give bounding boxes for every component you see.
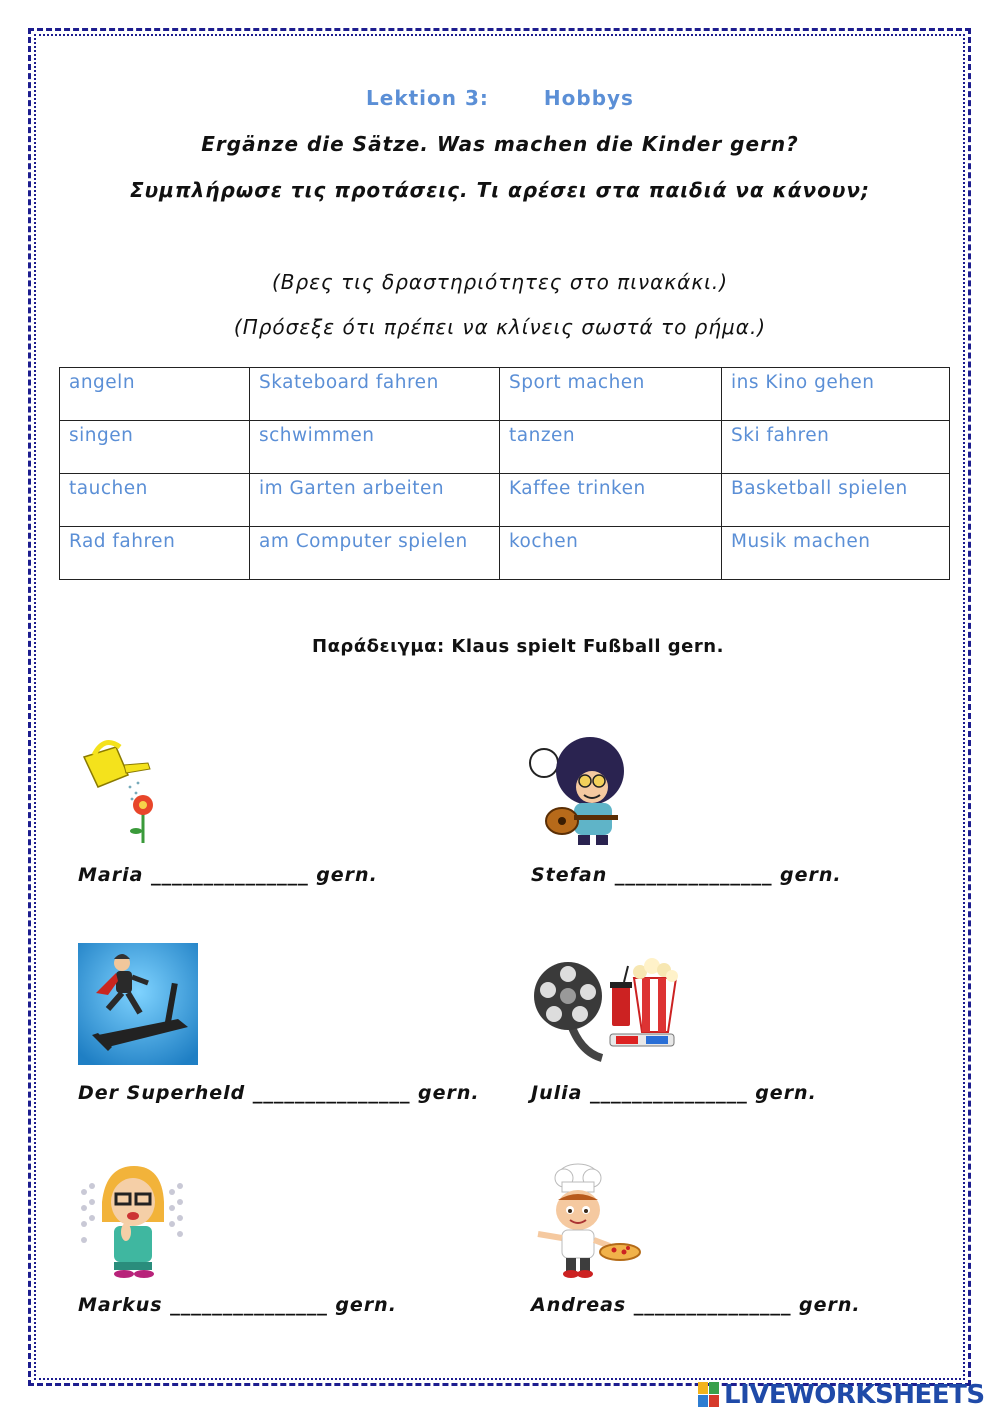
- exercise-name: Markus: [78, 1294, 163, 1316]
- answer-blank[interactable]: _______________: [633, 1294, 792, 1316]
- exercise-markus: [78, 1294, 397, 1316]
- exercise-name: Andreas: [531, 1294, 627, 1316]
- exercise-name: Der Superheld: [78, 1082, 246, 1104]
- exercise-name: Julia: [531, 1082, 583, 1104]
- exercise-ending: gern.: [418, 1082, 480, 1104]
- exercise-ending: gern.: [798, 1294, 861, 1316]
- table-row: [60, 368, 950, 421]
- instruction-greek: Συμπλήρωσε τις προτάσεις. Τι αρέσει στα παιδιά να κάνουν;: [129, 178, 871, 202]
- exercise-andreas: [531, 1294, 861, 1316]
- table-cell: Skateboard fahren: [250, 368, 500, 421]
- table-cell: Kaffee trinken: [500, 474, 722, 527]
- exercise-ending: gern.: [780, 864, 842, 886]
- table-cell: tanzen: [500, 421, 722, 474]
- hint-conjugate-verb: (Πρόσεξε ότι πρέπει να κλίνεις σωστά το ρήμα.): [233, 315, 767, 339]
- chef-boy-pizza-icon: [528, 1160, 642, 1280]
- table-row: [60, 421, 950, 474]
- exercise-superheld: [78, 1082, 480, 1104]
- table-cell: ins Kino gehen: [722, 368, 950, 421]
- worksheet-title: [0, 86, 1000, 110]
- exercise-maria: [78, 864, 378, 886]
- exercise-ending: gern.: [335, 1294, 397, 1316]
- table-cell: Basketball spielen: [722, 474, 950, 527]
- topic-label: Hobbys: [543, 86, 634, 110]
- liveworksheets-logo: [698, 1378, 985, 1412]
- activities-table: [59, 367, 950, 580]
- exercise-ending: gern.: [316, 864, 378, 886]
- exercise-julia: [531, 1082, 817, 1104]
- watering-can-flower-icon: [76, 735, 166, 845]
- table-cell: kochen: [500, 527, 722, 580]
- exercise-name: Stefan: [531, 864, 608, 886]
- guitar-boy-icon: [528, 735, 632, 847]
- lesson-label: Lektion 3:: [366, 86, 489, 110]
- answer-blank[interactable]: _______________: [590, 1082, 748, 1104]
- exercise-name: Maria: [78, 864, 144, 886]
- hint-find-activities: (Βρες τις δραστηριότητες στο πινακάκι.): [271, 270, 729, 294]
- answer-blank[interactable]: _______________: [252, 1082, 411, 1104]
- example-sentence: Παράδειγμα: Klaus spielt Fußball gern.: [312, 636, 724, 657]
- table-cell: im Garten arbeiten: [250, 474, 500, 527]
- table-cell: Musik machen: [722, 527, 950, 580]
- table-cell: Sport machen: [500, 368, 722, 421]
- singing-girl-icon: [76, 1162, 188, 1278]
- table-row: [60, 474, 950, 527]
- table-row: [60, 527, 950, 580]
- logo-badge-icon: [698, 1382, 720, 1408]
- table-cell: am Computer spielen: [250, 527, 500, 580]
- answer-blank[interactable]: _______________: [614, 864, 773, 886]
- table-cell: angeln: [60, 368, 250, 421]
- cinema-reel-popcorn-icon: [530, 952, 682, 1064]
- table-cell: singen: [60, 421, 250, 474]
- answer-blank[interactable]: _______________: [151, 864, 309, 886]
- table-cell: tauchen: [60, 474, 250, 527]
- table-cell: Rad fahren: [60, 527, 250, 580]
- logo-text: LIVEWORKSHEETS: [724, 1380, 985, 1410]
- table-cell: schwimmen: [250, 421, 500, 474]
- answer-blank[interactable]: _______________: [170, 1294, 328, 1316]
- exercise-ending: gern.: [755, 1082, 817, 1104]
- table-cell: Ski fahren: [722, 421, 950, 474]
- instruction-german: Ergänze die Sätze. Was machen die Kinder gern?: [201, 132, 799, 156]
- exercise-stefan: [531, 864, 842, 886]
- superhero-treadmill-icon: [78, 943, 198, 1065]
